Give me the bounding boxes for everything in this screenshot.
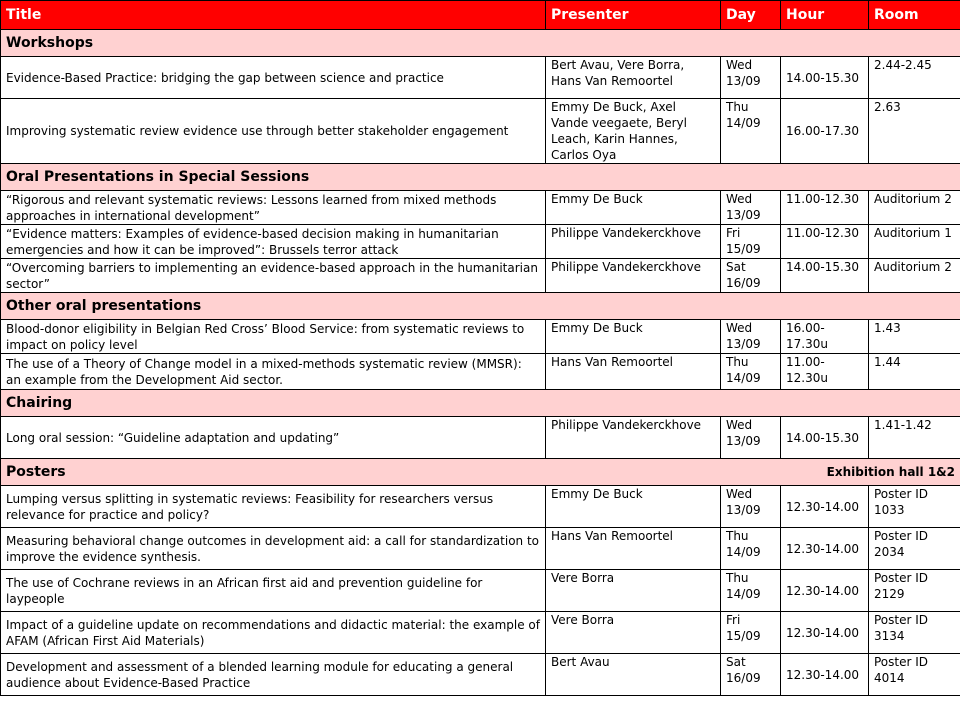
cell-day: Wed 13/09 <box>721 486 781 528</box>
cell-room: Poster ID 1033 <box>869 486 960 528</box>
cell-day: Wed 13/09 <box>721 57 781 99</box>
cell-room: 2.63 <box>869 99 960 164</box>
cell-day: Wed 13/09 <box>721 191 781 225</box>
table-row <box>1 654 960 696</box>
section-title: Posters <box>1 459 781 486</box>
table-row <box>1 191 960 225</box>
cell-room: 1.43 <box>869 320 960 354</box>
cell-room: Auditorium 2 <box>869 191 960 225</box>
cell-hour: 12.30-14.00 <box>781 570 869 612</box>
cell-hour: 11.00-12.30u <box>781 354 869 390</box>
cell-title: Impact of a guideline update on recommendations and didactic material: the example of AFAM (African First Aid Materials) <box>1 612 546 654</box>
table-row <box>1 57 960 99</box>
cell-title: Development and assessment of a blended learning module for educating a general audience about Evidence-Based Practice <box>1 654 546 696</box>
cell-presenter: Hans Van Remoortel <box>546 528 721 570</box>
cell-hour: 12.30-14.00 <box>781 528 869 570</box>
cell-day: Thu 14/09 <box>721 570 781 612</box>
header-presenter: Presenter <box>546 1 721 30</box>
cell-hour: 16.00-17.30u <box>781 320 869 354</box>
section-row <box>1 459 960 486</box>
cell-hour: 16.00-17.30 <box>781 99 869 164</box>
cell-title: Evidence-Based Practice: bridging the gap between science and practice <box>1 57 546 99</box>
cell-room: 2.44-2.45 <box>869 57 960 99</box>
cell-hour: 14.00-15.30 <box>781 57 869 99</box>
header-row <box>1 1 960 30</box>
header-hour: Hour <box>781 1 869 30</box>
cell-hour: 11.00-12.30 <box>781 225 869 259</box>
cell-room: Poster ID 2034 <box>869 528 960 570</box>
cell-presenter: Hans Van Remoortel <box>546 354 721 390</box>
table-row <box>1 612 960 654</box>
cell-presenter: Emmy De Buck, Axel Vande veegaete, Beryl Leach, Karin Hannes, Carlos Oya <box>546 99 721 164</box>
cell-room: Poster ID 3134 <box>869 612 960 654</box>
cell-presenter: Bert Avau <box>546 654 721 696</box>
cell-title: Blood-donor eligibility in Belgian Red Cross’ Blood Service: from systematic reviews to impact on policy level <box>1 320 546 354</box>
section-title: Chairing <box>1 390 960 417</box>
section-title: Workshops <box>1 30 960 57</box>
cell-hour: 14.00-15.30 <box>781 259 869 293</box>
cell-presenter: Philippe Vandekerckhove <box>546 225 721 259</box>
cell-day: Fri 15/09 <box>721 612 781 654</box>
cell-day: Thu 14/09 <box>721 354 781 390</box>
cell-day: Wed 13/09 <box>721 417 781 459</box>
cell-room: Poster ID 2129 <box>869 570 960 612</box>
cell-day: Sat 16/09 <box>721 654 781 696</box>
cell-title: Lumping versus splitting in systematic reviews: Feasibility for researchers versus relevance for practice and policy? <box>1 486 546 528</box>
section-title: Oral Presentations in Special Sessions <box>1 164 960 191</box>
section-row <box>1 164 960 191</box>
table-row <box>1 528 960 570</box>
cell-presenter: Philippe Vandekerckhove <box>546 259 721 293</box>
section-row <box>1 390 960 417</box>
table-row <box>1 570 960 612</box>
section-row <box>1 293 960 320</box>
cell-day: Sat 16/09 <box>721 259 781 293</box>
section-title: Other oral presentations <box>1 293 960 320</box>
cell-hour: 14.00-15.30 <box>781 417 869 459</box>
cell-room: Auditorium 1 <box>869 225 960 259</box>
table-row <box>1 259 960 293</box>
cell-presenter: Vere Borra <box>546 612 721 654</box>
cell-presenter: Emmy De Buck <box>546 320 721 354</box>
cell-title: “Evidence matters: Examples of evidence-based decision making in humanitarian emergencies and how it can be improved”: Brussels terror attack <box>1 225 546 259</box>
cell-hour: 11.00-12.30 <box>781 191 869 225</box>
cell-title: Long oral session: “Guideline adaptation and updating” <box>1 417 546 459</box>
cell-title: The use of a Theory of Change model in a mixed-methods systematic review (MMSR): an example from the Development Aid sector. <box>1 354 546 390</box>
cell-day: Thu 14/09 <box>721 528 781 570</box>
table-row <box>1 417 960 459</box>
table-row <box>1 320 960 354</box>
cell-presenter: Bert Avau, Vere Borra, Hans Van Remoortel <box>546 57 721 99</box>
cell-room: Poster ID 4014 <box>869 654 960 696</box>
table-row <box>1 354 960 390</box>
cell-hour: 12.30-14.00 <box>781 654 869 696</box>
cell-room: Auditorium 2 <box>869 259 960 293</box>
cell-presenter: Vere Borra <box>546 570 721 612</box>
cell-title: “Overcoming barriers to implementing an evidence-based approach in the humanitarian sector” <box>1 259 546 293</box>
cell-hour: 12.30-14.00 <box>781 612 869 654</box>
cell-room: 1.41-1.42 <box>869 417 960 459</box>
table-row <box>1 486 960 528</box>
section-note: Exhibition hall 1&2 <box>781 459 960 486</box>
header-room: Room <box>869 1 960 30</box>
cell-title: “Rigorous and relevant systematic reviews: Lessons learned from mixed methods approaches in international development” <box>1 191 546 225</box>
cell-presenter: Emmy De Buck <box>546 486 721 528</box>
table-row <box>1 99 960 164</box>
cell-room: 1.44 <box>869 354 960 390</box>
cell-title: Improving systematic review evidence use through better stakeholder engagement <box>1 99 546 164</box>
cell-hour: 12.30-14.00 <box>781 486 869 528</box>
header-day: Day <box>721 1 781 30</box>
cell-title: Measuring behavioral change outcomes in development aid: a call for standardization to improve the evidence synthesis. <box>1 528 546 570</box>
cell-title: The use of Cochrane reviews in an African first aid and prevention guideline for laypeople <box>1 570 546 612</box>
cell-day: Thu 14/09 <box>721 99 781 164</box>
table-row <box>1 225 960 259</box>
cell-presenter: Emmy De Buck <box>546 191 721 225</box>
cell-presenter: Philippe Vandekerckhove <box>546 417 721 459</box>
header-title: Title <box>1 1 546 30</box>
cell-day: Wed 13/09 <box>721 320 781 354</box>
section-row <box>1 30 960 57</box>
cell-day: Fri 15/09 <box>721 225 781 259</box>
